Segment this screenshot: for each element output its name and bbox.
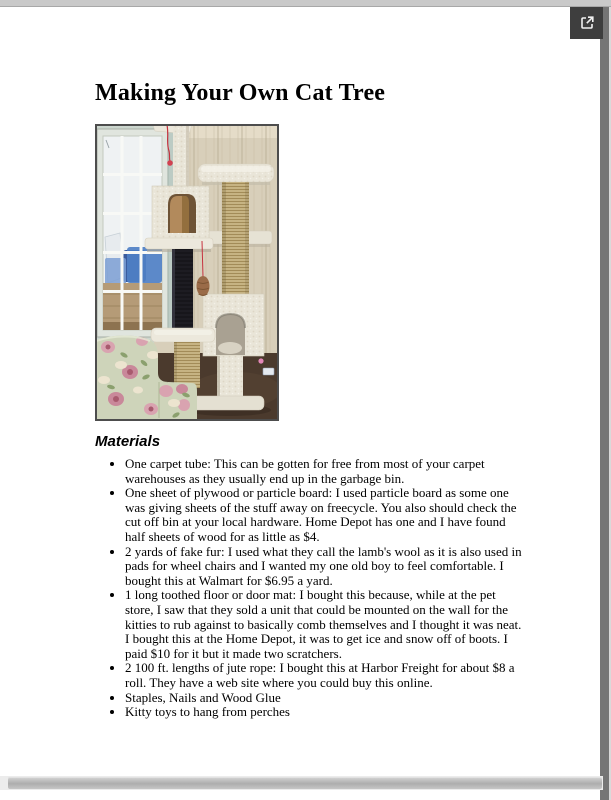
materials-list [95, 457, 522, 720]
material-item: • One sheet of plywood or particle board: I used particle board as some one was giving sheets of the stuff away on freecycle. You also should check the cut off bin at your local hardware. Home Depot has one and I have found half sheets of wood for as little as $4. [125, 486, 522, 544]
page-title: Making Your Own Cat Tree [95, 80, 386, 106]
open-in-new-icon [578, 14, 596, 32]
material-item: • Kitty toys to hang from perches [125, 705, 522, 720]
material-item: • 2 yards of fake fur: I used what they call the lamb's wool as it is also used in pads for wheel chairs and I wanted my one old boy to feel comfortable. I bought this at Walmart for $6.95 a yard. [125, 545, 522, 589]
material-item: • 1 long toothed floor or door mat: I bought this because, while at the pet store, I saw that they sold a unit that could be mounted on the wall for the kitties to rub against to basically comb themselves and I thought it was neat. I bought this at the Home Depot, it was to get ice and snow off of boots. I paid $10 for it but it made two scratchers. [125, 588, 522, 661]
material-item: • Staples, Nails and Wood Glue [125, 691, 522, 706]
horizontal-scrollbar-thumb[interactable] [8, 777, 602, 789]
cat-tree-photo [95, 124, 279, 421]
material-item: • One carpet tube: This can be gotten for free from most of your carpet warehouses as they usually end up in the garbage bin. [125, 457, 522, 486]
vertical-scrollbar[interactable] [600, 7, 611, 800]
material-item: • 2 100 ft. lengths of jute rope: I bought this at Harbor Freight for about $8 a roll. They have a web site where you could buy this online. [125, 661, 522, 690]
open-external-button[interactable] [570, 7, 603, 39]
article-content [95, 77, 535, 720]
materials-heading: Materials [95, 433, 161, 450]
document-page [0, 7, 600, 800]
vertical-scrollbar-thumb[interactable] [600, 7, 609, 800]
window-top-strip [0, 0, 611, 7]
horizontal-scrollbar[interactable] [0, 776, 603, 790]
